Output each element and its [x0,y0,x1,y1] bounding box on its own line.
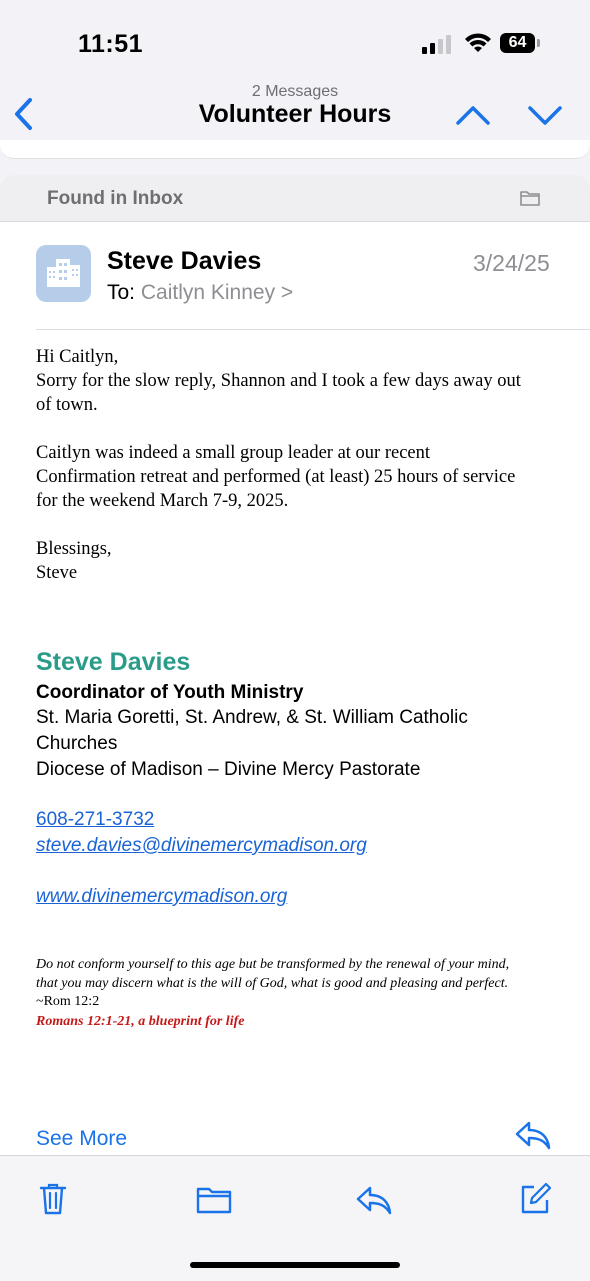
see-more-link[interactable]: See More [36,1127,128,1150]
body-line: Caitlyn was indeed a small group leader at our recent [36,443,431,463]
reply-icon[interactable] [514,1119,552,1151]
compose-icon[interactable] [518,1182,552,1216]
signature-line: Churches [36,733,118,754]
next-message-icon[interactable] [527,103,563,127]
quote-line: that you may discern what is the will of God, what is good and pleasing and perfect. [36,976,509,991]
battery-icon [500,33,540,55]
status-time: 11:51 [78,30,144,58]
message-card [0,175,590,1280]
signature-line: St. Maria Goretti, St. Andrew, & St. William Catholic [36,707,468,728]
to-label: To: [107,281,136,304]
sender-avatar[interactable] [36,245,91,302]
phone-link[interactable]: 608-271-3732 [36,809,155,830]
home-indicator [190,1262,400,1268]
quote-reference: ~Rom 12:2 [36,994,100,1009]
body-line: of town. [36,395,98,415]
reply-forward-icon[interactable] [355,1182,393,1216]
blueprint-text: Romans 12:1-21, a blueprint for life [36,1014,245,1029]
message-date: 3/24/25 [473,250,550,276]
found-in-inbox-bar [0,175,590,222]
cellular-signal-icon [422,34,454,54]
found-in-inbox-label: Found in Inbox [47,188,184,209]
body-signoff: Steve [36,563,78,583]
body-line: Sorry for the slow reply, Shannon and I took a few days away out [36,371,521,391]
quote-line: Do not conform yourself to this age but be transformed by the renewal of your mind, [36,957,510,972]
signature-name: Steve Davies [36,648,191,676]
message-count: 2 Messages [251,83,339,100]
building-icon [36,245,91,302]
folder-icon[interactable] [519,189,541,207]
body-greeting: Hi Caitlyn, [36,347,119,367]
website-link[interactable]: www.divinemercymadison.org [36,886,288,907]
previous-message-card[interactable] [0,140,590,160]
previous-message-icon[interactable] [455,103,491,127]
body-closing: Blessings, [36,539,112,559]
sender-name[interactable]: Steve Davies [107,247,262,275]
header-divider [36,329,590,330]
body-line: Confirmation retreat and performed (at least) 25 hours of service [36,467,516,487]
recipient-line[interactable] [107,281,293,305]
thread-title: Volunteer Hours [198,100,392,128]
bottom-toolbar [0,1155,590,1281]
recipient-name[interactable]: Caitlyn Kinney > [140,281,294,304]
signature-title: Coordinator of Youth Ministry [36,682,304,703]
trash-icon[interactable] [36,1182,70,1216]
body-line: for the weekend March 7-9, 2025. [36,491,289,511]
move-to-folder-icon[interactable] [195,1182,233,1216]
battery-level: 64 [500,33,535,53]
signature-line: Diocese of Madison – Divine Mercy Pastorate [36,759,421,780]
email-link[interactable]: steve.davies@divinemercymadison.org [36,835,367,856]
wifi-icon [463,32,493,54]
